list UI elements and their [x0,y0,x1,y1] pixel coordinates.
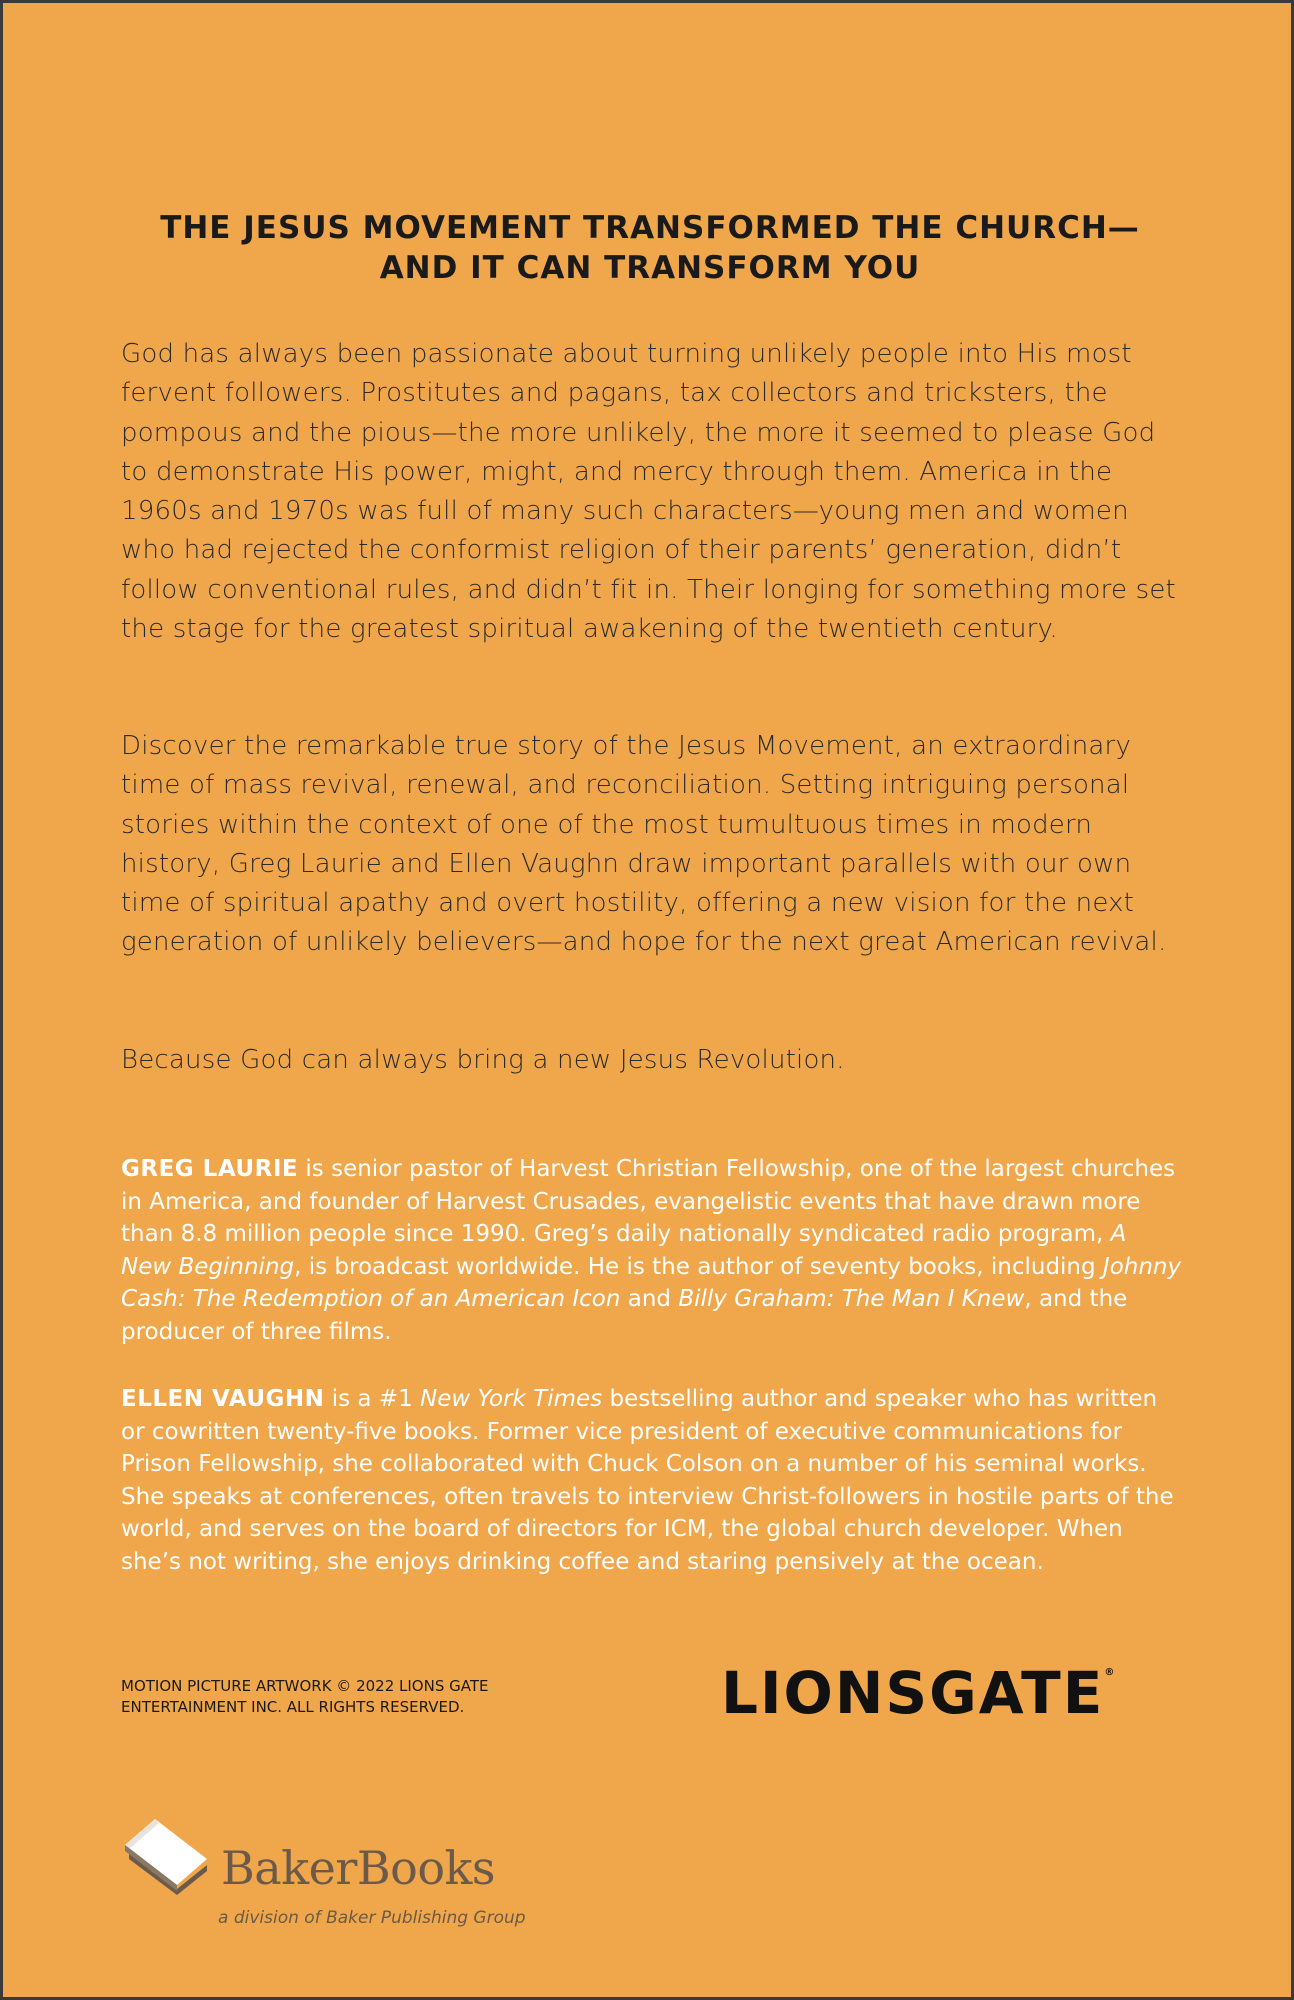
bio-text: is senior pastor of Harvest Christian Fellowship, one of the largest churches in America, and founder of Harvest Crusades, evangelistic events that have drawn more than 8.8 million people since 1990. Greg’s daily nationally syndicated radio program, [121,1156,1176,1248]
publication-title: New York Times [420,1386,603,1412]
bio-text: and [620,1286,679,1313]
bio-text: , is broadcast worldwide. He is the author of seventy books, including [294,1253,1103,1280]
publisher-tagline: a division of Baker Publishing Group [218,1908,526,1928]
headline [3,208,1294,288]
copyright-line-1: MOTION PICTURE ARTWORK © 2022 LIONS GATE [121,1677,489,1695]
author-bio-greg-laurie [121,1153,1183,1349]
bio-text: , and the producer of three films. [121,1286,1128,1345]
author-name-ellen-vaughn: ELLEN VAUGHN [121,1386,325,1412]
open-book-icon [121,1815,217,1895]
bio-text: is a #1 [324,1386,421,1412]
description-paragraph-2: Discover the remarkable true story of the Jesus Movement, an extraordinary time of mass revival, renewal, and reconciliation. Setting intriguing personal stories within the context of one of the most tumultuous times in modern history, Greg Laurie and Ellen Vaughn draw important parallels with our own time of spiritual apathy and overt hostility, offering a new vision for the next generation of unlikely believers—and hope for the next great American revival. [121,731,1167,958]
author-bio-ellen-vaughn [121,1383,1183,1579]
book-title: A New Beginning [121,1221,1127,1280]
registered-mark: ® [1104,1667,1115,1678]
book-title: Billy Graham: The Man I Knew [678,1286,1025,1313]
book-title: Johnny Cash: The Redemption of an American Icon [121,1253,1182,1313]
author-name-greg-laurie: GREG LAURIE [121,1156,299,1182]
copyright-line-2: ENTERTAINMENT INC. ALL RIGHTS RESERVED. [121,1698,465,1716]
description-paragraph-3: Because God can always bring a new Jesus Revolution. [121,1045,845,1075]
headline-line-1: THE JESUS MOVEMENT TRANSFORMED THE CHURCH— [160,210,1140,246]
artwork-copyright [121,1676,581,1718]
description-paragraph-1: God has always been passionate about turning unlikely people into His most fervent followers. Prostitutes and pagans, tax collectors and tricksters, the pompous and the pious—the more unlikely, the more it seemed to please God to demonstrate His power, might, and mercy through them. America in the 1960s and 1970s was full of many such characters—young men and women who had rejected the conformist religion of their parents’ generation, didn’t follow conventional rules, and didn’t fit in. Their longing for something more set the stage for the greatest spiritual awakening of the twentieth century. [121,339,1176,645]
bio-text: bestselling author and speaker who has written or cowritten twenty-five books. Former vice president of executive communications for Prison Fellowship, she collaborated with Chuck Colson on a number of his seminal works. She speaks at conferences, often travels to interview Christ-followers in hostile parts of the world, and serves on the board of directors for ICM, the global church developer. When she’s not writing, she enjoys drinking coffee and staring pensively at the ocean. [121,1386,1174,1575]
lionsgate-wordmark: LIONSGATE [721,1659,1105,1727]
bakerbooks-logo [121,1815,541,1935]
lionsgate-logo [721,1659,1114,1727]
headline-line-2: AND IT CAN TRANSFORM YOU [379,250,921,286]
bakerbooks-wordmark: BakerBooks [221,1841,495,1895]
